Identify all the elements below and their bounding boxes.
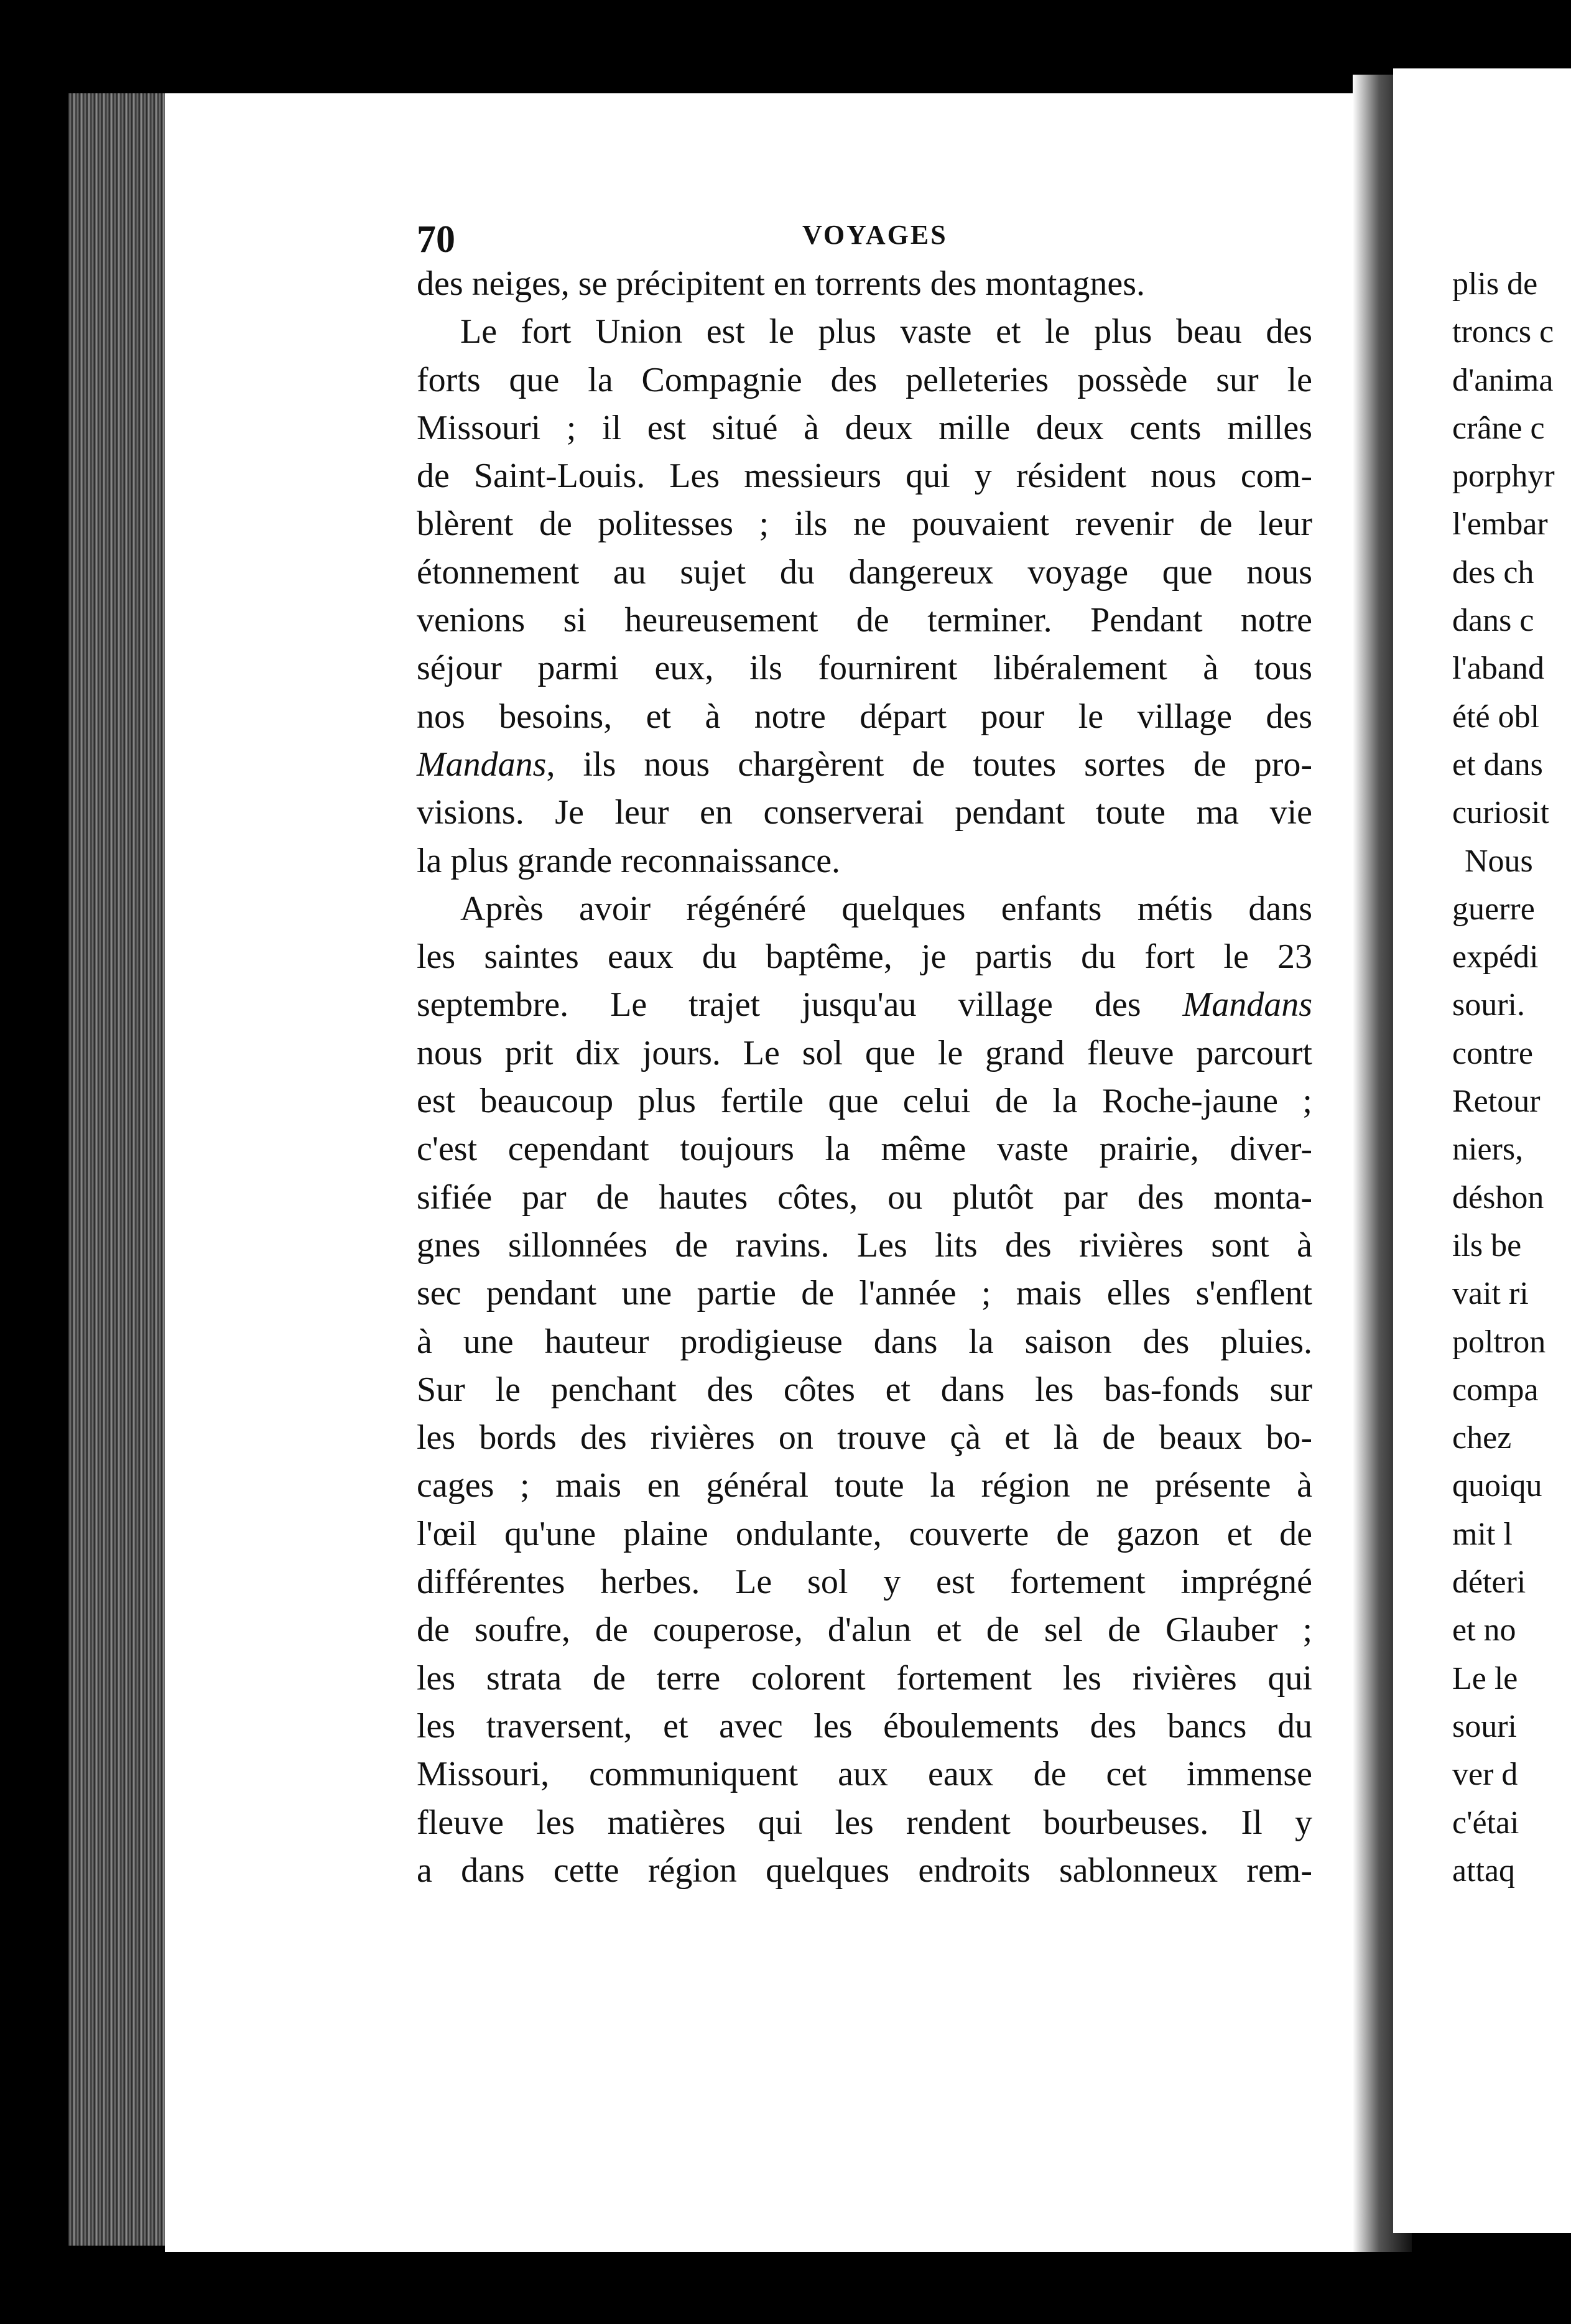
text-line: sec pendant une partie de l'année ; mais elles s'enflent <box>417 1274 1312 1313</box>
text-line: est beaucoup plus fertile que celui de la Roche-jaune ; <box>417 1082 1312 1121</box>
text-line: Le le <box>1452 1660 1518 1696</box>
text-line: séjour parmi eux, ils fournirent libéralement à tous <box>417 649 1312 688</box>
text-line: nos besoins, et à notre départ pour le village des <box>417 697 1312 736</box>
page-number: 70 <box>417 218 455 261</box>
text-line: Le fort Union est le plus vaste et le plus beau des <box>460 312 1312 351</box>
text-line: ils be <box>1452 1227 1522 1263</box>
text-line: été obl <box>1452 699 1540 735</box>
text-line: c'est cependant toujours la même vaste prairie, diver- <box>417 1130 1312 1169</box>
text-line: d'anima <box>1452 362 1554 398</box>
italic-name: Mandans <box>417 745 547 784</box>
text-line: troncs c <box>1452 314 1554 350</box>
text-line: venions si heureusement de terminer. Pendant notre <box>417 601 1312 640</box>
left-page-body-text <box>417 260 1312 1895</box>
text-line: vait ri <box>1452 1276 1529 1312</box>
text-line: chez <box>1452 1420 1512 1456</box>
text-line: dans c <box>1452 603 1534 639</box>
text-line: gnes sillonnées de ravins. Les lits des rivières sont à <box>417 1225 1312 1265</box>
text-line: cages ; mais en général toute la région ne présente à <box>417 1466 1312 1505</box>
text-line: Missouri, communiquent aux eaux de cet immense <box>417 1755 1312 1794</box>
italic-name: Mandans <box>1182 985 1312 1025</box>
text-line: visions. Je leur en conserverai pendant toute ma vie <box>417 793 1312 832</box>
text-span: septembre. Le trajet jusqu'au village des <box>417 985 1183 1025</box>
text-line: plis de <box>1452 266 1538 302</box>
text-line: Sur le penchant des côtes et dans les bas-fonds sur <box>417 1370 1312 1409</box>
text-line: expédi <box>1452 939 1539 975</box>
text-line <box>417 981 1312 1029</box>
text-line: l'œil qu'une plaine ondulante, couverte de gazon et de <box>417 1514 1312 1553</box>
text-line: compa <box>1452 1372 1539 1408</box>
text-line: souri. <box>1452 987 1525 1023</box>
text-line: niers, <box>1452 1132 1524 1168</box>
text-line: forts que la Compagnie des pelleteries possède sur le <box>417 360 1312 399</box>
text-line: de soufre, de couperose, d'alun et de sel de Glauber ; <box>417 1611 1312 1650</box>
text-line: des ch <box>1452 554 1534 590</box>
text-line: et no <box>1452 1612 1516 1648</box>
running-head: VOYAGES <box>802 220 948 250</box>
text-line: poltron <box>1452 1324 1546 1360</box>
text-line: à une hauteur prodigieuse dans la saison des pluies. <box>417 1322 1312 1361</box>
text-line: Après avoir régénéré quelques enfants métis dans <box>460 889 1312 928</box>
text-line: nous prit dix jours. Le sol que le grand fleuve parcourt <box>417 1033 1312 1072</box>
text-line: la plus grande reconnaissance. <box>417 841 841 880</box>
text-line: déshon <box>1452 1179 1544 1215</box>
text-line: différentes herbes. Le sol y est fortement imprégné <box>417 1563 1312 1602</box>
text-line: ver d <box>1452 1757 1518 1793</box>
text-line: fleuve les matières qui les rendent bourbeuses. Il y <box>417 1803 1312 1842</box>
text-line: souri <box>1452 1708 1517 1744</box>
text-line: étonnement au sujet du dangereux voyage que nous <box>417 552 1312 592</box>
text-line: quoiqu <box>1452 1468 1542 1504</box>
text-line: l'embar <box>1452 506 1548 542</box>
right-page-body-text <box>1452 260 1571 1895</box>
text-line: curiosit <box>1452 795 1549 831</box>
text-line: l'aband <box>1452 651 1544 687</box>
text-line: les saintes eaux du baptême, je partis du fort le 23 <box>417 937 1312 977</box>
text-line: les strata de terre colorent fortement les rivières qui <box>417 1658 1312 1698</box>
text-span: , ils nous chargèrent de toutes sortes de pro- <box>546 745 1312 784</box>
text-line: les traversent, et avec les éboulements des bancs du <box>417 1706 1312 1745</box>
text-line: contre <box>1452 1035 1533 1071</box>
text-line: Retour <box>1452 1084 1541 1120</box>
text-line: et dans <box>1452 746 1543 783</box>
text-line: blèrent de politesses ; ils ne pouvaient revenir de leur <box>417 504 1312 544</box>
text-line: Nous <box>1465 843 1533 879</box>
text-line: attaq <box>1452 1852 1516 1889</box>
text-line: a dans cette région quelques endroits sablonneux rem- <box>417 1851 1312 1890</box>
text-line: de Saint-Louis. Les messieurs qui y résident nous com- <box>417 457 1312 496</box>
text-line: les bords des rivières on trouve çà et là de beaux bo- <box>417 1418 1312 1457</box>
text-line: porphyr <box>1452 458 1555 495</box>
text-line <box>417 741 1312 789</box>
text-line: guerre <box>1452 891 1535 927</box>
text-line: Missouri ; il est situé à deux mille deux cents milles <box>417 408 1312 447</box>
text-line: c'étai <box>1452 1805 1519 1841</box>
text-line: des neiges, se précipitent en torrents des montagnes. <box>417 264 1145 303</box>
text-line: sifiée par de hautes côtes, ou plutôt par des monta- <box>417 1178 1312 1217</box>
text-line: mit l <box>1452 1516 1513 1552</box>
text-line: crâne c <box>1452 410 1545 446</box>
text-line: déteri <box>1452 1564 1526 1601</box>
